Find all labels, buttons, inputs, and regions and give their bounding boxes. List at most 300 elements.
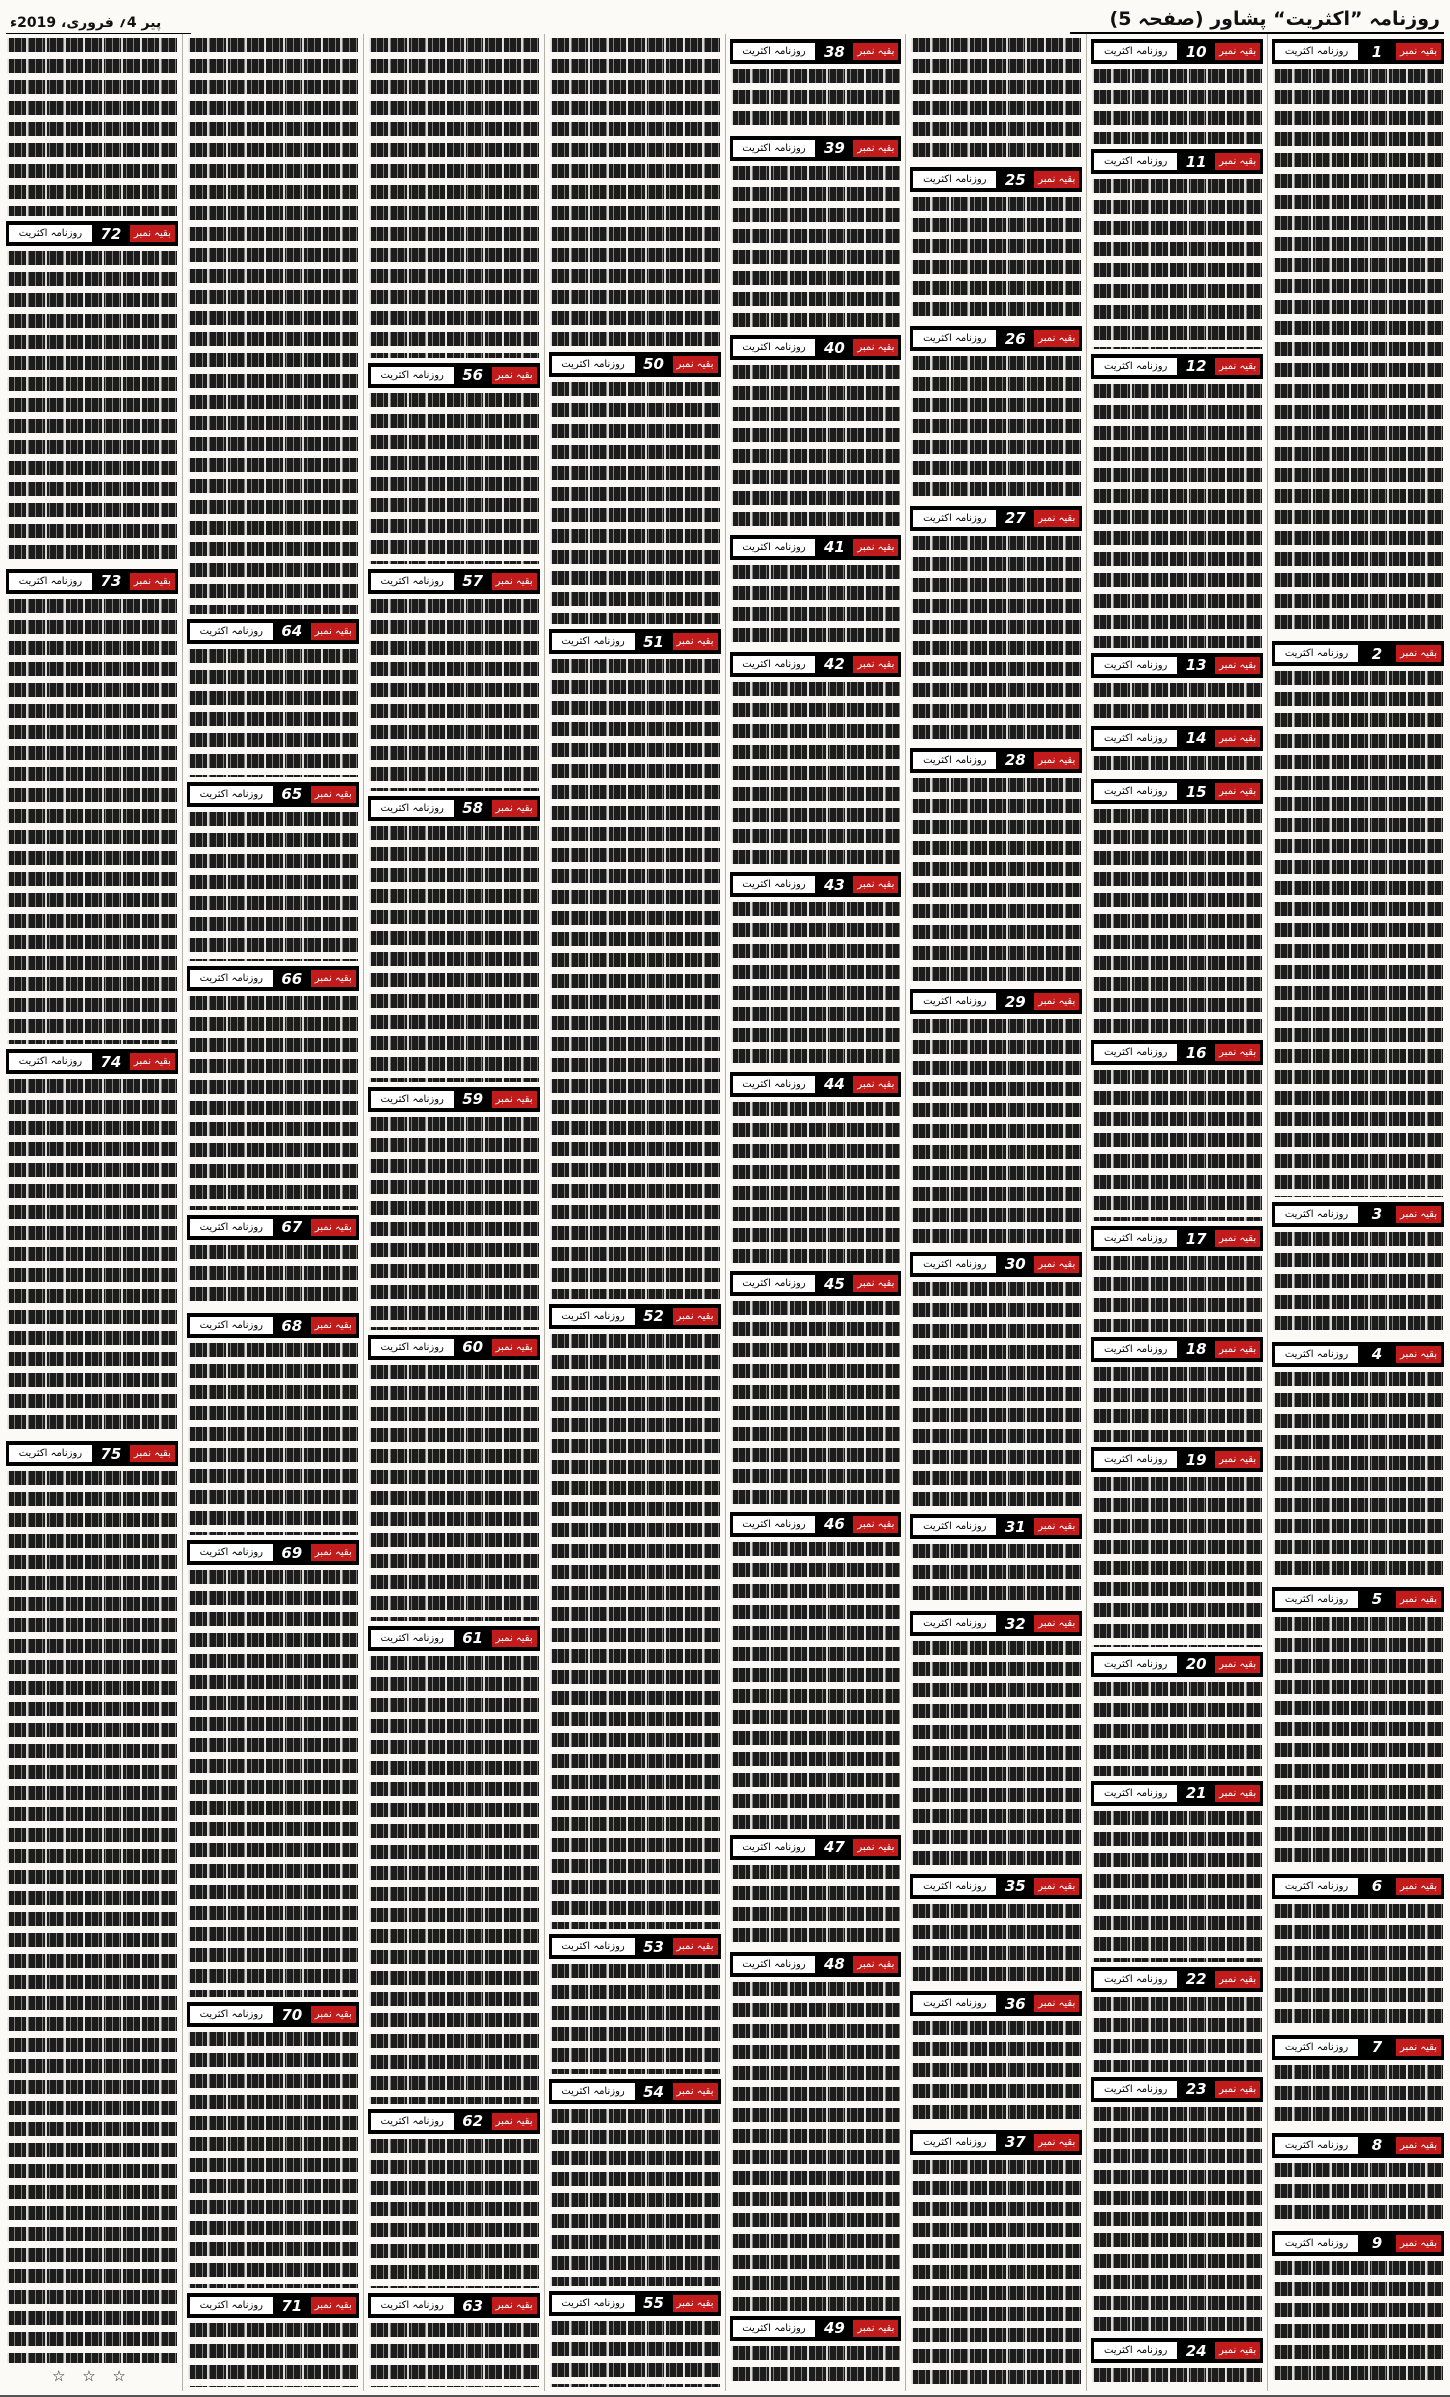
paper-name-box: روزنامہ اکثریت: [9, 1445, 92, 1462]
continuation-tag: بقیہ نمبر: [853, 1956, 898, 1973]
column-8: [2, 34, 182, 2391]
continuation-tag: بقیہ نمبر: [673, 1308, 718, 1325]
article-header-bar: [910, 1514, 1082, 1539]
article-header-bar: [187, 782, 359, 807]
article-text-block: [911, 356, 1081, 501]
article-header-bar: [6, 1049, 178, 1074]
article-header-bar: [910, 2130, 1082, 2155]
paper-name-box: روزنامہ اکثریت: [1094, 1656, 1177, 1673]
continuation-tag: بقیہ نمبر: [1215, 43, 1260, 60]
continuation-tag: بقیہ نمبر: [1215, 2081, 1260, 2098]
article-header-bar: [910, 989, 1082, 1014]
continuation-tag: بقیہ نمبر: [673, 2083, 718, 2100]
continuation-tag: بقیہ نمبر: [1215, 153, 1260, 170]
article-number: 62: [462, 2112, 484, 2131]
paper-name-box: روزنامہ اکثریت: [1094, 43, 1177, 60]
article-text-block: [369, 1656, 539, 2104]
article-text-block: [550, 1334, 720, 1929]
article-number: 10: [1185, 42, 1207, 61]
paper-name-box: روزنامہ اکثریت: [1275, 43, 1358, 60]
continuation-tag: بقیہ نمبر: [853, 1839, 898, 1856]
article-text-block: [550, 382, 720, 625]
top-strip: [0, 0, 1450, 34]
article-text-block: [1273, 2163, 1443, 2226]
continuation-tag: بقیہ نمبر: [130, 225, 175, 242]
article-header-bar: [1091, 1447, 1263, 1472]
paper-name-box: روزنامہ اکثریت: [913, 1256, 996, 1273]
paper-name-box: روزنامہ اکثریت: [1094, 2081, 1177, 2098]
article-text-block: [911, 536, 1081, 743]
article-number: 23: [1185, 2080, 1207, 2099]
article-number: 38: [823, 42, 845, 61]
article-number: 65: [281, 785, 303, 804]
article-header-bar: [1091, 1226, 1263, 1251]
continuation-tag: بقیہ نمبر: [1215, 1451, 1260, 1468]
article-header-bar: [1272, 641, 1444, 666]
paper-name-box: روزنامہ اکثریت: [913, 1878, 996, 1895]
continuation-tag: بقیہ نمبر: [853, 2320, 898, 2337]
paper-name-box: روزنامہ اکثریت: [913, 1615, 996, 1632]
article-header-bar: [368, 2293, 540, 2318]
continuation-tag: بقیہ نمبر: [1034, 1256, 1079, 1273]
article-text-block: [731, 1102, 901, 1267]
article-header-bar: [730, 1512, 902, 1537]
article-header-bar: [187, 2293, 359, 2318]
article-text-block: [1092, 2107, 1262, 2333]
article-header-bar: [368, 1087, 540, 1112]
article-text-block: [1092, 756, 1262, 775]
article-text-block: [1092, 384, 1262, 648]
article-text-block: [188, 1245, 358, 1309]
article-header-bar: [6, 221, 178, 246]
continuation-tag: بقیہ نمبر: [853, 43, 898, 60]
article-header-bar: [1272, 1202, 1444, 1227]
article-number: 43: [823, 875, 845, 894]
article-text-block: [911, 1904, 1081, 1987]
continuation-tag: بقیہ نمبر: [1034, 1995, 1079, 2012]
continuation-tag: بقیہ نمبر: [1034, 1518, 1079, 1535]
article-text-block: [911, 778, 1081, 985]
article-text-block: [369, 1365, 539, 1621]
article-text-block: [1092, 2368, 1262, 2387]
article-number: 7: [1371, 2038, 1383, 2057]
article-header-bar: [368, 569, 540, 594]
article-text-block: [731, 1301, 901, 1507]
article-text-block: [550, 2321, 720, 2387]
continuation-tag: بقیہ نمبر: [492, 2297, 537, 2314]
article-text-block: [188, 649, 358, 777]
article-header-bar: [730, 652, 902, 677]
article-header-bar: [6, 1441, 178, 1466]
article-number: 75: [100, 1444, 122, 1463]
continuation-tag: بقیہ نمبر: [1396, 645, 1441, 662]
article-number: 48: [823, 1955, 845, 1974]
column-5: [544, 34, 725, 2391]
paper-name-box: روزنامہ اکثریت: [1094, 730, 1177, 747]
paper-name-box: روزنامہ اکثریت: [1094, 1044, 1177, 1061]
continuation-tag: بقیہ نمبر: [130, 1445, 175, 1462]
article-header-bar: [187, 1313, 359, 1338]
article-number: 13: [1185, 656, 1207, 675]
continuation-tag: بقیہ نمبر: [853, 539, 898, 556]
article-number: 8: [1371, 2136, 1383, 2155]
paper-name-box: روزنامہ اکثریت: [733, 140, 816, 157]
columns-container: [0, 34, 1450, 2391]
article-number: 22: [1185, 1970, 1207, 1989]
article-text-block: [1092, 1367, 1262, 1442]
article-text-block: [911, 1019, 1081, 1246]
article-header-bar: [368, 2109, 540, 2134]
article-header-bar: [730, 1072, 902, 1097]
article-number: 69: [281, 1543, 303, 1562]
continuation-tag: بقیہ نمبر: [853, 140, 898, 157]
article-text-block: [1092, 1070, 1262, 1221]
article-number: 74: [100, 1052, 122, 1071]
article-number: 14: [1185, 729, 1207, 747]
article-header-bar: [549, 2079, 721, 2104]
continuation-tag: بقیہ نمبر: [1215, 1656, 1260, 1673]
paper-name-box: روزنامہ اکثریت: [552, 2295, 635, 2312]
paper-name-box: روزنامہ اکثریت: [913, 752, 996, 769]
article-number: 18: [1185, 1340, 1207, 1359]
continuation-tag: بقیہ نمبر: [673, 1938, 718, 1955]
article-number: 4: [1371, 1345, 1383, 1364]
article-header-bar: [910, 506, 1082, 531]
article-text-block: [911, 197, 1081, 321]
article-header-bar: [187, 966, 359, 991]
article-number: 45: [823, 1274, 845, 1293]
article-header-bar: [1091, 653, 1263, 678]
article-text-block: [731, 565, 901, 647]
continuation-tag: بقیہ نمبر: [492, 1630, 537, 1647]
paper-name-box: روزنامہ اکثریت: [733, 1516, 816, 1533]
article-header-bar: [368, 1335, 540, 1360]
paper-name-box: روزنامہ اکثریت: [190, 786, 273, 803]
article-header-bar: [1091, 726, 1263, 751]
continuation-tag: بقیہ نمبر: [853, 339, 898, 356]
paper-name-box: روزنامہ اکثریت: [552, 2083, 635, 2100]
article-number: 61: [462, 1629, 484, 1648]
article-text-block: [731, 166, 901, 331]
paper-name-box: روزنامہ اکثریت: [913, 171, 996, 188]
continuation-text-block: [7, 38, 177, 216]
article-number: 60: [462, 1338, 484, 1357]
article-number: 55: [643, 2294, 664, 2313]
article-header-bar: [1272, 2035, 1444, 2060]
paper-name-box: روزنامہ اکثریت: [190, 2297, 273, 2314]
paper-name-box: روزنامہ اکثریت: [371, 367, 454, 384]
article-header-bar: [1091, 1967, 1263, 1992]
article-header-bar: [730, 1271, 902, 1296]
continuation-tag: بقیہ نمبر: [1215, 1971, 1260, 1988]
paper-name-box: روزنامہ اکثریت: [1094, 153, 1177, 170]
article-number: 28: [1004, 751, 1026, 770]
article-header-bar: [910, 1611, 1082, 1636]
article-number: 31: [1004, 1517, 1026, 1536]
column-4: [725, 34, 906, 2391]
article-number: 1: [1371, 42, 1383, 61]
article-number: 58: [462, 799, 484, 818]
paper-name-box: روزنامہ اکثریت: [1275, 1878, 1358, 1895]
article-text-block: [188, 1343, 358, 1535]
paper-name-box: روزنامہ اکثریت: [1275, 2235, 1358, 2252]
article-text-block: [731, 365, 901, 530]
end-of-page-stars: ☆ ☆ ☆: [51, 2367, 132, 2386]
article-text-block: [369, 826, 539, 1082]
article-text-block: [369, 393, 539, 564]
article-header-bar: [6, 569, 178, 594]
article-number: 6: [1371, 1877, 1383, 1896]
article-text-block: [369, 2139, 539, 2288]
article-header-bar: [910, 748, 1082, 773]
article-text-block: [911, 1544, 1081, 1606]
paper-name-box: روزنامہ اکثریت: [1094, 1451, 1177, 1468]
paper-name-box: روزنامہ اکثریت: [1275, 2039, 1358, 2056]
article-header-bar: [730, 535, 902, 560]
article-header-bar: [730, 1952, 902, 1977]
article-header-bar: [910, 1252, 1082, 1277]
continuation-tag: بقیہ نمبر: [853, 1275, 898, 1292]
article-header-bar: [1272, 39, 1444, 64]
column-2: [1086, 34, 1267, 2391]
article-text-block: [731, 69, 901, 131]
article-text-block: [731, 682, 901, 867]
continuation-tag: بقیہ نمبر: [673, 633, 718, 650]
article-text-block: [188, 2323, 358, 2387]
article-header-bar: [368, 363, 540, 388]
paper-name-box: روزنامہ اکثریت: [190, 1544, 273, 1561]
article-number: 46: [823, 1515, 845, 1534]
article-text-block: [1092, 683, 1262, 721]
paper-name-box: روزنامہ اکثریت: [1094, 1785, 1177, 1802]
article-number: 42: [823, 655, 845, 674]
article-header-bar: [187, 1540, 359, 1565]
continuation-tag: بقیہ نمبر: [492, 800, 537, 817]
continuation-text-block: [550, 38, 720, 347]
paper-name-box: روزنامہ اکثریت: [1094, 1971, 1177, 1988]
article-text-block: [1273, 1232, 1443, 1337]
article-header-bar: [1272, 2133, 1444, 2158]
article-header-bar: [1272, 1587, 1444, 1612]
article-header-bar: [730, 1835, 902, 1860]
dateline: پیر 4؍ فروری، 2019ء: [6, 15, 191, 34]
article-text-block: [731, 1542, 901, 1830]
article-number: 44: [823, 1075, 845, 1094]
article-number: 37: [1004, 2133, 1026, 2152]
article-text-block: [369, 599, 539, 791]
article-number: 25: [1004, 170, 1026, 189]
column-1: [1267, 34, 1448, 2391]
paper-name-box: روزنامہ اکثریت: [913, 993, 996, 1010]
continuation-tag: بقیہ نمبر: [492, 1339, 537, 1356]
paper-name-box: روزنامہ اکثریت: [371, 1630, 454, 1647]
article-header-bar: [1091, 2338, 1263, 2363]
paper-name-box: روزنامہ اکثریت: [1275, 1346, 1358, 1363]
article-number: 53: [643, 1937, 664, 1956]
article-header-bar: [730, 872, 902, 897]
paper-name-box: روزنامہ اکثریت: [733, 1839, 816, 1856]
continuation-tag: بقیہ نمبر: [1396, 2137, 1441, 2154]
article-header-bar: [549, 352, 721, 377]
paper-name-box: روزنامہ اکثریت: [1275, 1206, 1358, 1223]
article-text-block: [1273, 1617, 1443, 1869]
continuation-tag: بقیہ نمبر: [1396, 1346, 1441, 1363]
paper-name-box: روزنامہ اکثریت: [1275, 645, 1358, 662]
paper-name-box: روزنامہ اکثریت: [190, 970, 273, 987]
article-header-bar: [1091, 354, 1263, 379]
article-number: 36: [1004, 1994, 1026, 2013]
article-header-bar: [1091, 39, 1263, 64]
paper-name-box: روزنامہ اکثریت: [733, 2320, 816, 2337]
paper-name-box: روزنامہ اکثریت: [733, 876, 816, 893]
article-text-block: [7, 251, 177, 563]
article-header-bar: [187, 2002, 359, 2027]
paper-name-box: روزنامہ اکثریت: [371, 573, 454, 590]
paper-name-box: روزنامہ اکثریت: [1094, 1341, 1177, 1358]
article-number: 11: [1185, 152, 1207, 171]
article-header-bar: [1091, 1781, 1263, 1806]
article-text-block: [1092, 1811, 1262, 1962]
paper-name-box: روزنامہ اکثریت: [9, 225, 92, 242]
paper-name-box: روزنامہ اکثریت: [552, 1308, 635, 1325]
continuation-tag: بقیہ نمبر: [1215, 1230, 1260, 1247]
continuation-tag: بقیہ نمبر: [492, 367, 537, 384]
article-text-block: [1092, 1477, 1262, 1647]
article-text-block: [911, 2160, 1081, 2387]
continuation-tag: بقیہ نمبر: [311, 2006, 356, 2023]
paper-name-box: روزنامہ اکثریت: [190, 1317, 273, 1334]
article-number: 68: [281, 1316, 303, 1335]
article-text-block: [1092, 1256, 1262, 1331]
article-number: 9: [1371, 2234, 1383, 2253]
article-header-bar: [549, 2291, 721, 2316]
continuation-tag: بقیہ نمبر: [311, 1317, 356, 1334]
article-number: 66: [281, 969, 303, 988]
article-number: 64: [281, 622, 303, 641]
paper-name-box: روزنامہ اکثریت: [9, 1053, 92, 1070]
article-number: 51: [643, 632, 664, 651]
continuation-tag: بقیہ نمبر: [130, 1053, 175, 1070]
article-number: 70: [281, 2005, 303, 2024]
article-text-block: [731, 902, 901, 1067]
continuation-tag: بقیہ نمبر: [1215, 1044, 1260, 1061]
article-text-block: [911, 2021, 1081, 2124]
continuation-tag: بقیہ نمبر: [130, 573, 175, 590]
article-text-block: [7, 1079, 177, 1436]
continuation-tag: بقیہ نمبر: [311, 1544, 356, 1561]
article-text-block: [1092, 69, 1262, 144]
continuation-tag: بقیہ نمبر: [1034, 993, 1079, 1010]
continuation-tag: بقیہ نمبر: [1215, 2342, 1260, 2359]
article-number: 24: [1185, 2341, 1207, 2360]
article-header-bar: [1272, 1874, 1444, 1899]
continuation-tag: بقیہ نمبر: [1396, 2235, 1441, 2252]
paper-name-box: روزنامہ اکثریت: [1094, 657, 1177, 674]
continuation-tag: بقیہ نمبر: [853, 876, 898, 893]
continuation-tag: بقیہ نمبر: [311, 970, 356, 987]
article-header-bar: [1091, 1040, 1263, 1065]
article-number: 20: [1185, 1655, 1207, 1674]
article-text-block: [550, 659, 720, 1299]
article-number: 67: [281, 1218, 303, 1236]
article-number: 3: [1371, 1205, 1383, 1224]
article-text-block: [911, 1641, 1081, 1868]
paper-name-box: روزنامہ اکثریت: [552, 1938, 635, 1955]
article-number: 40: [823, 338, 845, 357]
article-text-block: [1273, 69, 1443, 636]
paper-name-box: روزنامہ اکثریت: [1094, 2342, 1177, 2359]
article-header-bar: [1272, 1342, 1444, 1367]
article-number: 12: [1185, 357, 1207, 376]
continuation-tag: بقیہ نمبر: [1215, 358, 1260, 375]
article-text-block: [731, 1865, 901, 1947]
article-text-block: [369, 1117, 539, 1330]
paper-name-box: روزنامہ اکثریت: [733, 539, 816, 556]
article-number: 52: [643, 1307, 664, 1326]
paper-name-box: روزنامہ اکثریت: [733, 1076, 816, 1093]
article-text-block: [1092, 1997, 1262, 2072]
article-text-block: [188, 1570, 358, 1997]
article-text-block: [188, 2032, 358, 2288]
continuation-tag: بقیہ نمبر: [673, 356, 718, 373]
article-header-bar: [1091, 1337, 1263, 1362]
continuation-tag: بقیہ نمبر: [1215, 783, 1260, 800]
continuation-tag: بقیہ نمبر: [1215, 657, 1260, 674]
paper-name-box: روزنامہ اکثریت: [552, 356, 635, 373]
continuation-tag: بقیہ نمبر: [311, 623, 356, 640]
article-number: 16: [1185, 1043, 1207, 1062]
column-6: [363, 34, 544, 2391]
article-text-block: [550, 2109, 720, 2285]
article-number: 72: [100, 224, 122, 243]
paper-name-box: روزنامہ اکثریت: [371, 2113, 454, 2130]
article-number: 71: [281, 2296, 303, 2315]
continuation-text-block: [188, 38, 358, 614]
article-header-bar: [368, 796, 540, 821]
article-number: 63: [462, 2296, 484, 2315]
article-header-bar: [730, 136, 902, 161]
paper-name-box: روزنامہ اکثریت: [1094, 1230, 1177, 1247]
continuation-tag: بقیہ نمبر: [1396, 1591, 1441, 1608]
article-text-block: [1273, 1372, 1443, 1582]
article-number: 54: [643, 2082, 664, 2101]
continuation-tag: بقیہ نمبر: [1396, 2039, 1441, 2056]
article-number: 73: [100, 572, 122, 591]
continuation-tag: بقیہ نمبر: [1034, 2134, 1079, 2151]
continuation-tag: بقیہ نمبر: [492, 2113, 537, 2130]
article-number: 29: [1004, 992, 1026, 1011]
continuation-text-block: [369, 38, 539, 358]
article-text-block: [1273, 1904, 1443, 2030]
paper-name-box: روزنامہ اکثریت: [371, 1339, 454, 1356]
article-header-bar: [187, 1215, 359, 1240]
article-text-block: [911, 1282, 1081, 1509]
article-number: 56: [462, 366, 484, 385]
article-number: 17: [1185, 1229, 1207, 1248]
paper-name-box: روزنامہ اکثریت: [733, 1956, 816, 1973]
paper-name-box: روزنامہ اکثریت: [733, 1275, 816, 1292]
continuation-tag: بقیہ نمبر: [1215, 1341, 1260, 1358]
article-number: 15: [1185, 782, 1207, 801]
continuation-tag: بقیہ نمبر: [1034, 1615, 1079, 1632]
article-number: 50: [643, 355, 664, 374]
paper-name-box: روزنامہ اکثریت: [913, 330, 996, 347]
article-header-bar: [1091, 2077, 1263, 2102]
article-header-bar: [1091, 1652, 1263, 1677]
article-number: 2: [1371, 644, 1383, 663]
continuation-tag: بقیہ نمبر: [1034, 1878, 1079, 1895]
article-number: 26: [1004, 329, 1026, 348]
